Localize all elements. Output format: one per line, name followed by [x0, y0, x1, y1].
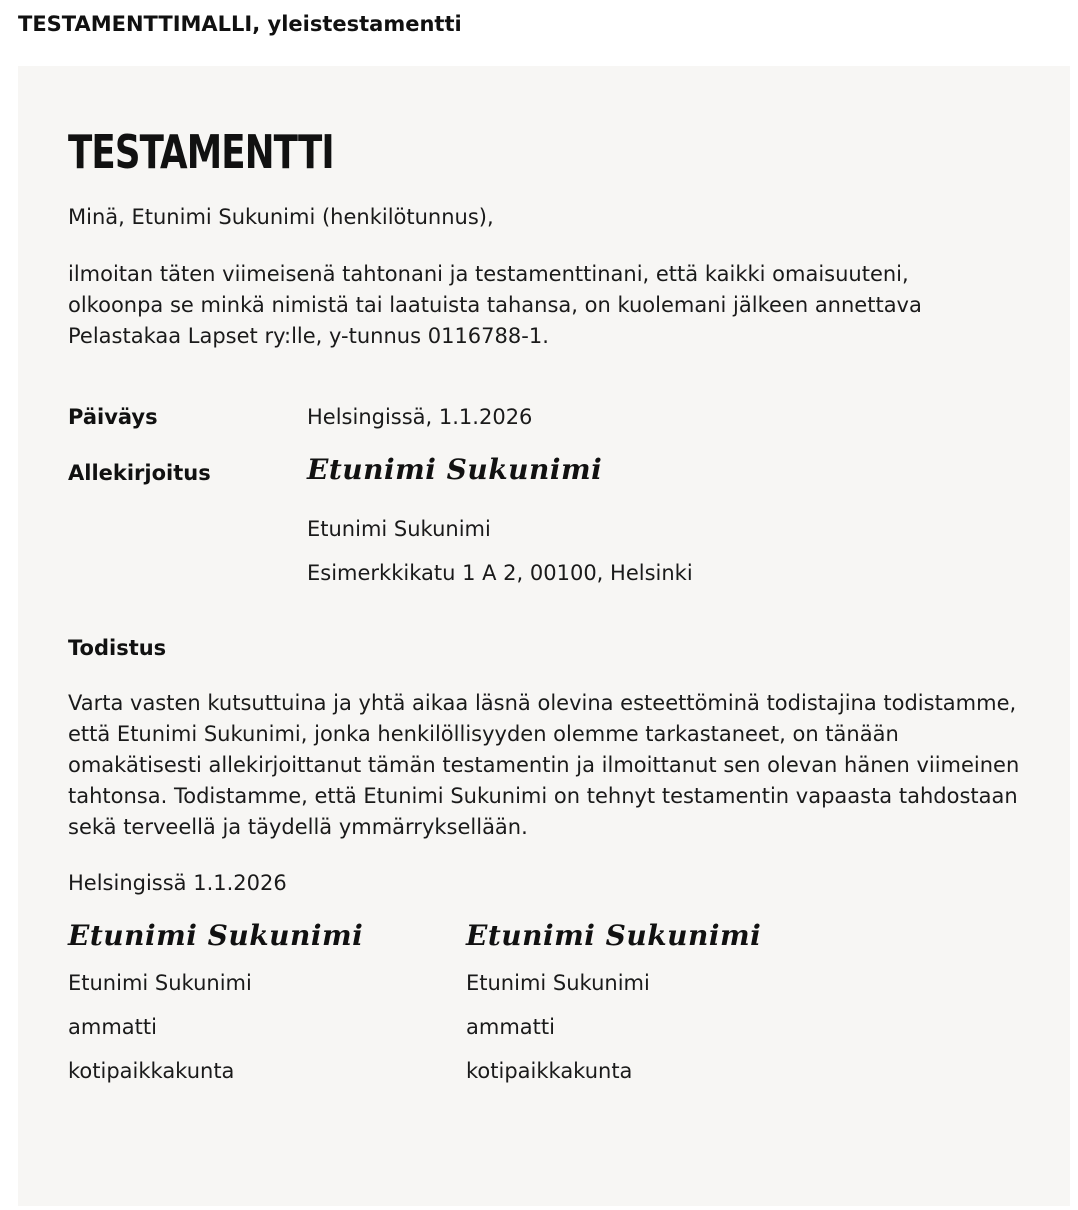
witness-occupation: ammatti: [68, 1015, 157, 1039]
witness-place-date: Helsingissä 1.1.2026: [68, 871, 287, 895]
witness-municipality: kotipaikkakunta: [466, 1059, 633, 1083]
witness-name: Etunimi Sukunimi: [68, 971, 252, 995]
page-heading: TESTAMENTTIMALLI, yleistestamentti: [18, 12, 462, 36]
document-title: TESTAMENTTI: [68, 125, 334, 179]
witness-municipality: kotipaikkakunta: [68, 1059, 235, 1083]
date-value: Helsingissä, 1.1.2026: [307, 405, 533, 429]
witness-text-line: sekä terveellä ja täydellä ymmärryksellään.: [68, 815, 528, 839]
intro-text: Minä, Etunimi Sukunimi (henkilötunnus),: [68, 205, 494, 229]
will-document: [18, 66, 1070, 1206]
witness-heading: Todistus: [68, 636, 167, 660]
witness-text-line: että Etunimi Sukunimi, jonka henkilöllisyyden olemme tarkastaneet, on tänään: [68, 722, 899, 746]
declaration-line: Pelastakaa Lapset ry:lle, y-tunnus 0116788-1.: [68, 324, 549, 348]
signature-label: Allekirjoitus: [68, 461, 211, 485]
witness-signature: Etunimi Sukunimi: [466, 919, 762, 952]
testator-signature: Etunimi Sukunimi: [307, 453, 603, 486]
witness-text-line: omakätisesti allekirjoittanut tämän testamentin ja ilmoittanut sen olevan hänen viimeinen: [68, 753, 1020, 777]
witness-text: [68, 688, 1019, 843]
signer-address: Esimerkkikatu 1 A 2, 00100, Helsinki: [307, 561, 693, 585]
witness-signature: Etunimi Sukunimi: [68, 919, 364, 952]
declaration-text: [68, 259, 922, 352]
witness-name: Etunimi Sukunimi: [466, 971, 650, 995]
witness-text-line: Varta vasten kutsuttuina ja yhtä aikaa läsnä olevina esteettöminä todistajina todistamme,: [68, 691, 1017, 715]
declaration-line: olkoonpa se minkä nimistä tai laatuista tahansa, on kuolemani jälkeen annettava: [68, 293, 922, 317]
declaration-line: ilmoitan täten viimeisenä tahtonani ja testamenttinani, että kaikki omaisuuteni,: [68, 262, 909, 286]
signer-name: Etunimi Sukunimi: [307, 517, 491, 541]
date-label: Päiväys: [68, 405, 158, 429]
witness-text-line: tahtonsa. Todistamme, että Etunimi Sukunimi on tehnyt testamentin vapaasta tahdostaan: [68, 784, 1018, 808]
witness-occupation: ammatti: [466, 1015, 555, 1039]
